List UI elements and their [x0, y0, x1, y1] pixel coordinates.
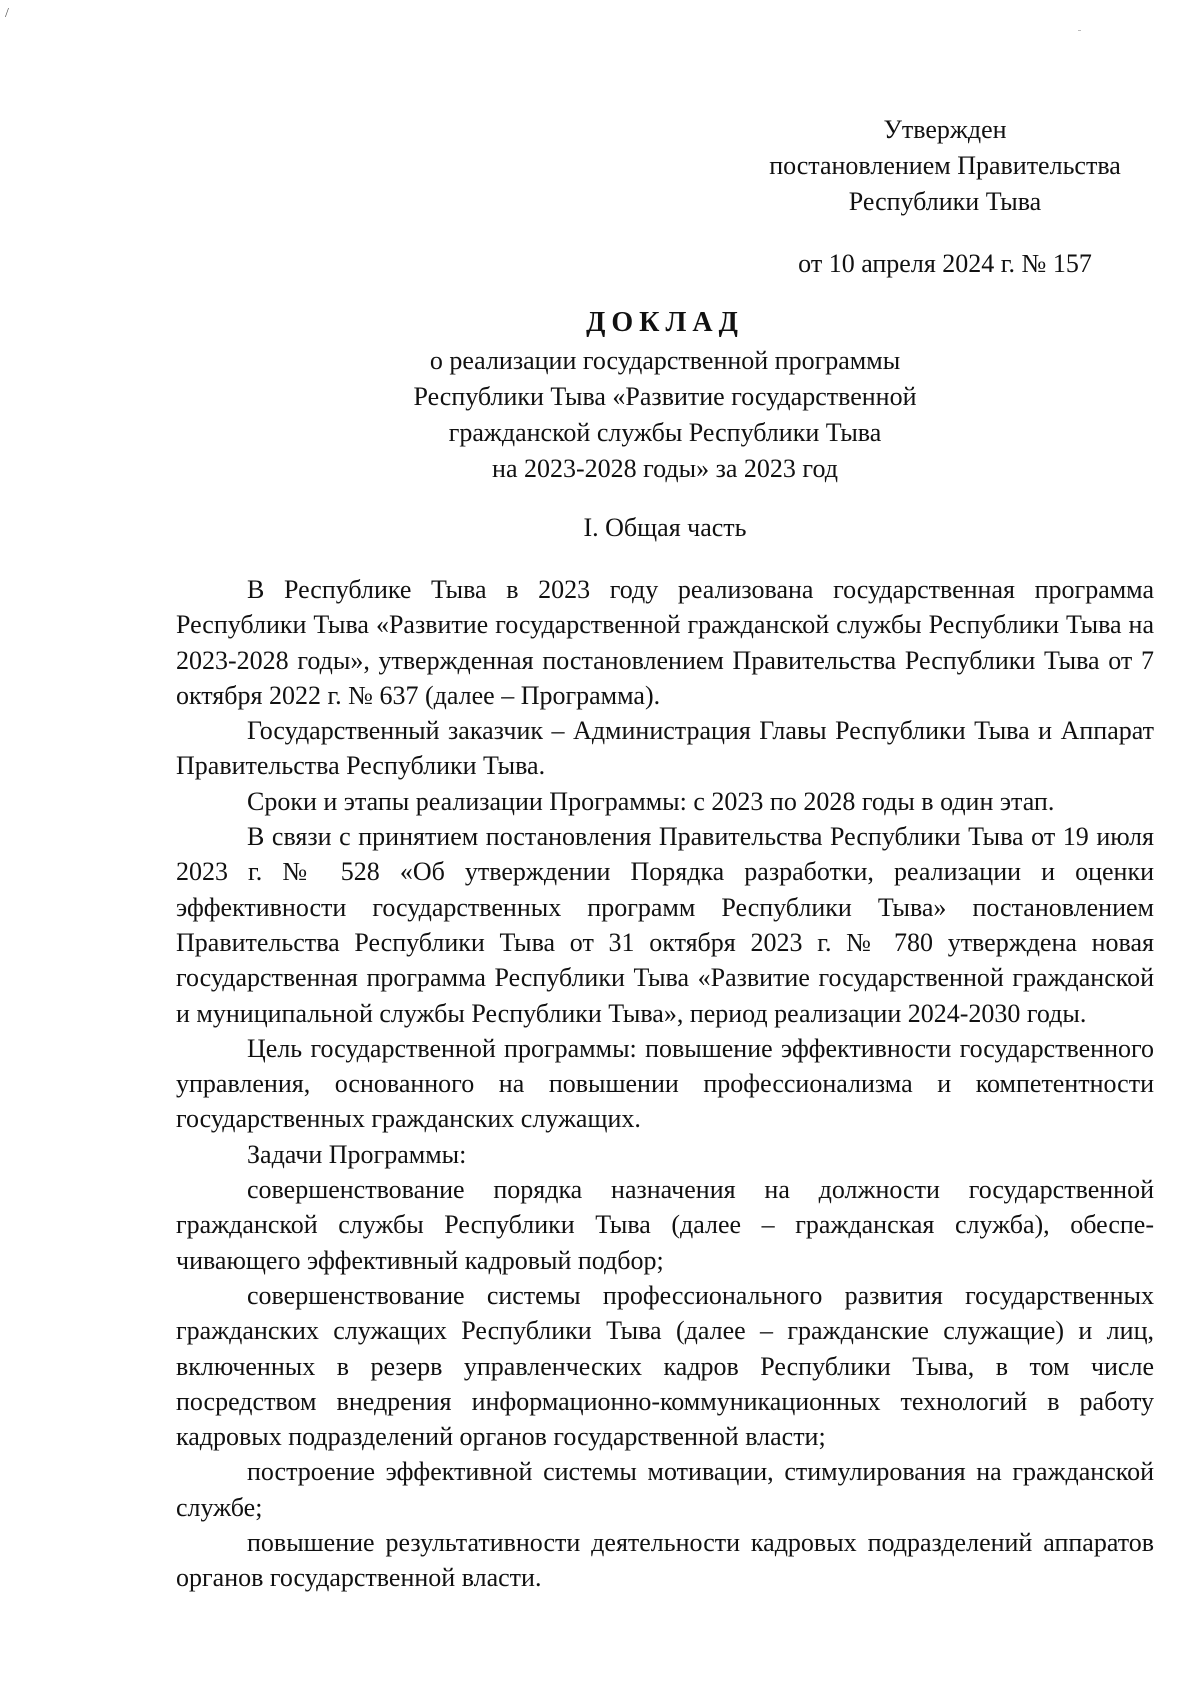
- document-body: [176, 572, 1154, 1596]
- document-title: ДОКЛАД: [586, 307, 744, 338]
- body-paragraph: повышение результативности деятельности кадровых подразделений аппаратов органов государственной власти.: [176, 1528, 1154, 1593]
- body-paragraph: В связи с принятием постановления Правительства Республики Тыва от 19 июля 2023 г. № 528 «Об утверждении Порядка разработки, реализации и оценки эффективности государственных программ Республики Тыва» постановлением Правительства Республики Тыва от 31 октября 2023 г. № 780 утверждена новая государственная программа Республики Тыва «Развитие государственной гражданской и муниципальной службы Республики Тыва», период реализации 2024-2030 годы.: [176, 822, 1154, 1028]
- body-paragraph: Цель государственной программы: повышение эффективности государственного управления, основанного на повышении профессионализма и компетентности государственных гражданских служащих.: [176, 1033, 1154, 1134]
- scan-artifact-dot: [1078, 30, 1081, 31]
- approval-block: [760, 112, 1130, 282]
- section-heading: I. Общая часть: [583, 513, 747, 542]
- body-paragraph: совершенствование порядка назначения на должности государственной гражданской службы Республики Тыва (далее – гражданская служба), обеспечивающего эффективный кадровый подбор;: [176, 1175, 1154, 1275]
- document-subtitle-line: о реализации государственной программы: [429, 346, 901, 375]
- document-subtitle-line: на 2023-2028 годы» за 2023 год: [492, 454, 838, 483]
- body-paragraph: Задачи Программы:: [247, 1139, 467, 1169]
- approval-line-republic: Республики Тыва: [848, 187, 1042, 216]
- body-paragraph: В Республике Тыва в 2023 году реализована государственная программа Республики Тыва «Развитие государственной гражданской службы Республики Тыва на 2023-2028 годы», утвержденная постановлением Правительства Республики Тыва от 7 октября 2022 г. № 637 (далее – Программа).: [176, 575, 1154, 710]
- approval-line-resolution: постановлением Правительства: [769, 151, 1121, 180]
- approval-line-approved: Утвержден: [883, 115, 1007, 144]
- body-paragraph: построение эффективной системы мотивации, стимулирования на гражданской службе;: [176, 1457, 1154, 1522]
- body-paragraph: Государственный заказчик – Администрация Главы Республики Тыва и Аппарат Правительства Республики Тыва.: [176, 716, 1154, 781]
- document-subtitle-line: Республики Тыва «Развитие государственной: [413, 382, 917, 411]
- approval-date-number: от 10 апреля 2024 г. № 157: [798, 249, 1092, 278]
- body-paragraph: совершенствование системы профессионального развития государственных гражданских служащих Республики Тыва (далее – гражданские служащие) и лиц, включенных в резерв управленческих кадров Республики Тыва, в том числе посредством внедрения информационно-коммуникационных технологий в работу кадровых подразделений органов государственной власти;: [176, 1280, 1154, 1452]
- scan-artifact-mark: /: [5, 6, 9, 21]
- document-title-block: [180, 305, 1150, 487]
- body-paragraph: Сроки и этапы реализации Программы: с 2023 по 2028 годы в один этап.: [247, 786, 1055, 816]
- document-subtitle-line: гражданской службы Республики Тыва: [448, 418, 882, 447]
